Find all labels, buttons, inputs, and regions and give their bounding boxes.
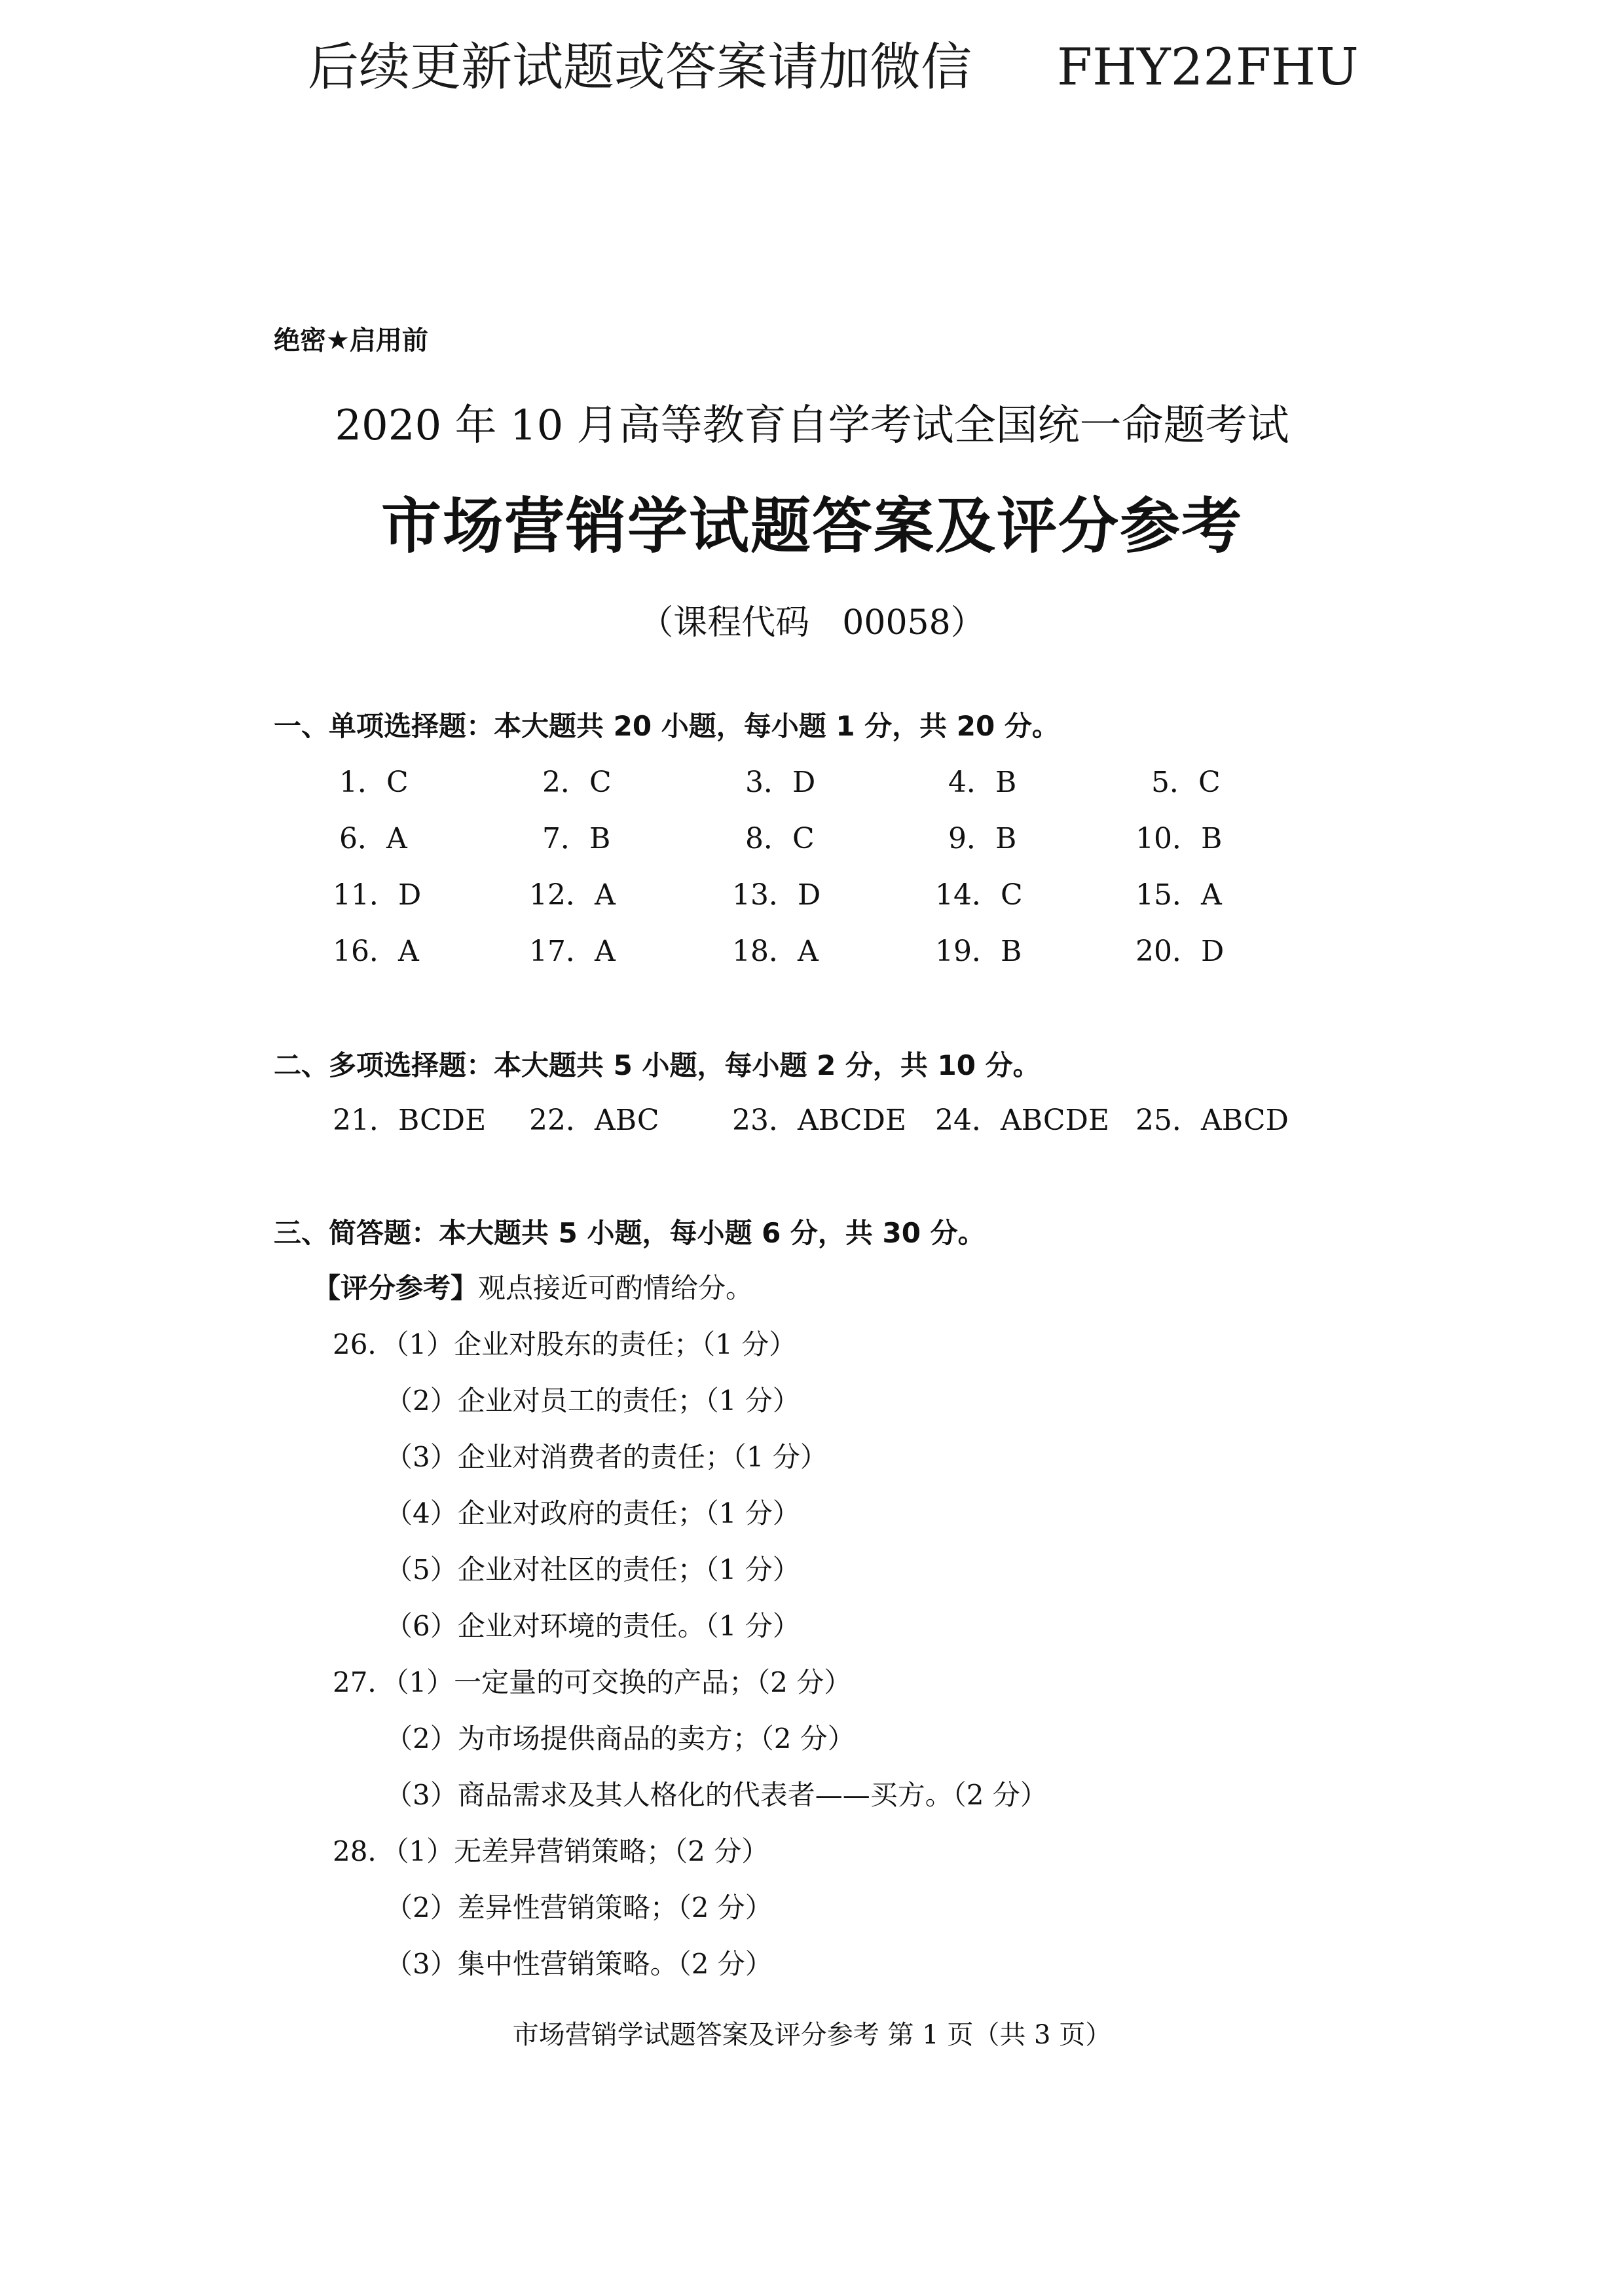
scoring-note-label: 【评分参考】 bbox=[313, 1272, 479, 1304]
answer-17: 17．A bbox=[529, 935, 616, 968]
q27-line-1: 27．（1）一定量的可交换的产品；（2 分） bbox=[333, 1666, 852, 1698]
answer-9: 9．B bbox=[948, 822, 1017, 855]
answer-11: 11．D bbox=[333, 878, 422, 912]
scoring-note bbox=[313, 1267, 753, 1306]
course-code-label: （课程代码 bbox=[639, 603, 810, 643]
answer-14: 14．C bbox=[935, 878, 1023, 912]
section3-heading: 三、简答题：本大题共 5 小题，每小题 6 分，共 30 分。 bbox=[274, 1217, 986, 1249]
q26-line-3: （3）企业对消费者的责任；（1 分） bbox=[385, 1441, 828, 1473]
answer-6: 6．A bbox=[339, 822, 407, 855]
answer-23: 23．ABCDE bbox=[732, 1104, 906, 1137]
q28-line-1: 28．（1）无差异营销策略；（2 分） bbox=[333, 1835, 769, 1867]
answer-10: 10．B bbox=[1135, 822, 1223, 855]
answer-1: 1．C bbox=[339, 766, 409, 799]
watermark bbox=[308, 26, 1359, 100]
answer-25: 25．ABCD bbox=[1135, 1104, 1289, 1137]
confidential-label: 绝密★启用前 bbox=[274, 326, 428, 356]
answer-16: 16．A bbox=[333, 935, 419, 968]
answer-19: 19．B bbox=[935, 935, 1022, 968]
q28-line-3: （3）集中性营销策略。（2 分） bbox=[385, 1948, 773, 1980]
course-code bbox=[0, 595, 1624, 644]
q28-line-2: （2）差异性营销策略；（2 分） bbox=[385, 1892, 773, 1924]
page-footer: 市场营销学试题答案及评分参考 第 1 页（共 3 页） bbox=[512, 2020, 1112, 2050]
answer-24: 24．ABCDE bbox=[935, 1104, 1109, 1137]
answer-5: 5．C bbox=[1151, 766, 1221, 799]
q26-line-2: （2）企业对员工的责任；（1 分） bbox=[385, 1385, 800, 1417]
answer-15: 15．A bbox=[1135, 878, 1222, 912]
answer-2: 2．C bbox=[542, 766, 612, 799]
answer-21: 21．BCDE bbox=[333, 1104, 487, 1137]
answer-3: 3．D bbox=[745, 766, 816, 799]
answer-13: 13．D bbox=[732, 878, 821, 912]
course-code-value: 00058） bbox=[842, 603, 985, 643]
answer-20: 20．D bbox=[1135, 935, 1225, 968]
q27-line-3: （3）商品需求及其人格化的代表者——买方。（2 分） bbox=[385, 1779, 1048, 1811]
answer-22: 22．ABC bbox=[529, 1104, 659, 1137]
answer-12: 12．A bbox=[529, 878, 616, 912]
section1-heading: 一、单项选择题：本大题共 20 小题，每小题 1 分，共 20 分。 bbox=[274, 710, 1060, 742]
q26-line-5: （5）企业对社区的责任；（1 分） bbox=[385, 1554, 800, 1586]
answer-7: 7．B bbox=[542, 822, 611, 855]
section2-heading: 二、多项选择题：本大题共 5 小题，每小题 2 分，共 10 分。 bbox=[274, 1049, 1041, 1081]
answer-8: 8．C bbox=[745, 822, 815, 855]
document-title: 市场营销学试题答案及评分参考 bbox=[380, 491, 1243, 561]
answer-4: 4．B bbox=[948, 766, 1017, 799]
answer-18: 18．A bbox=[732, 935, 819, 968]
watermark-text: 后续更新试题或答案请加微信 bbox=[308, 38, 972, 97]
scoring-note-text: 观点接近可酌情给分。 bbox=[478, 1272, 754, 1304]
q26-line-6: （6）企业对环境的责任。（1 分） bbox=[385, 1610, 800, 1642]
watermark-wechat-id: FHY22FHU bbox=[1057, 38, 1359, 97]
exam-title: 2020 年 10 月高等教育自学考试全国统一命题考试 bbox=[335, 401, 1289, 450]
q26-line-1: 26．（1）企业对股东的责任；（1 分） bbox=[333, 1328, 797, 1360]
q26-line-4: （4）企业对政府的责任；（1 分） bbox=[385, 1497, 800, 1529]
q27-line-2: （2）为市场提供商品的卖方；（2 分） bbox=[385, 1723, 855, 1755]
